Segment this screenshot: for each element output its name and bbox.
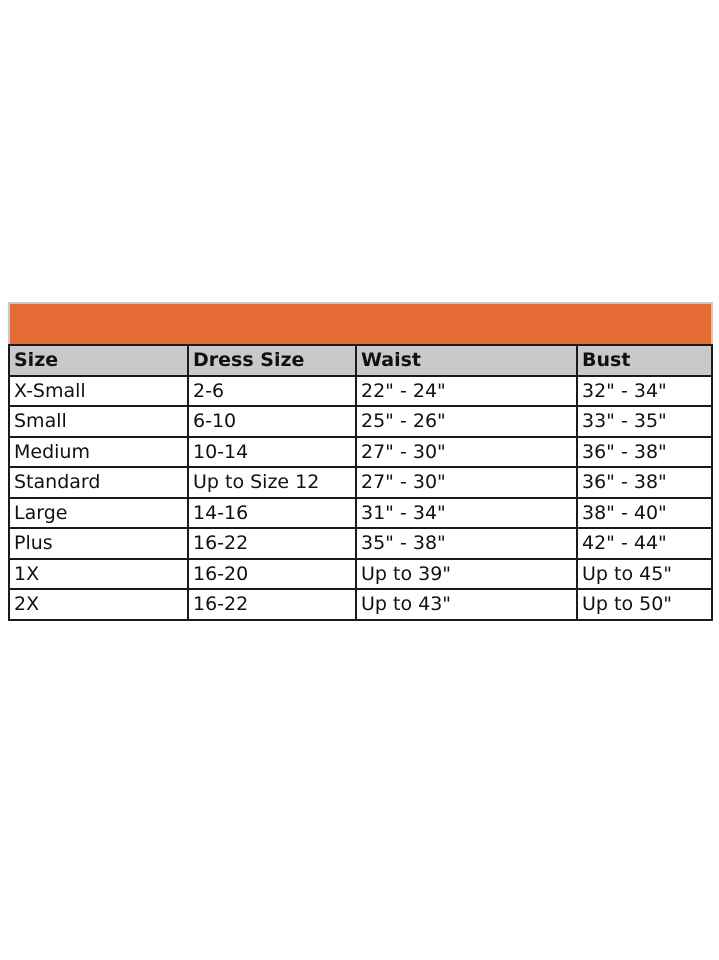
- size-chart-table: [8, 302, 713, 621]
- cell-waist: Up to 43": [356, 589, 577, 620]
- cell-dress-size: 14-16: [188, 498, 356, 529]
- cell-waist: 27" - 30": [356, 437, 577, 468]
- cell-waist: 35" - 38": [356, 528, 577, 559]
- cell-waist: 27" - 30": [356, 467, 577, 498]
- cell-bust: 36" - 38": [577, 437, 712, 468]
- table-row: [9, 376, 712, 407]
- cell-bust: 33" - 35": [577, 406, 712, 437]
- cell-waist: Up to 39": [356, 559, 577, 590]
- header-size: Size: [9, 345, 188, 376]
- cell-dress-size: 6-10: [188, 406, 356, 437]
- banner-row: [9, 303, 712, 345]
- cell-dress-size: 16-22: [188, 589, 356, 620]
- header-bust: Bust: [577, 345, 712, 376]
- cell-size: 1X: [9, 559, 188, 590]
- table-row: [9, 559, 712, 590]
- table-row: [9, 467, 712, 498]
- cell-size: Plus: [9, 528, 188, 559]
- orange-banner: [9, 303, 712, 345]
- table-row: [9, 406, 712, 437]
- cell-waist: 25" - 26": [356, 406, 577, 437]
- cell-dress-size: 10-14: [188, 437, 356, 468]
- header-dress-size: Dress Size: [188, 345, 356, 376]
- cell-waist: 31" - 34": [356, 498, 577, 529]
- cell-dress-size: 16-22: [188, 528, 356, 559]
- header-waist: Waist: [356, 345, 577, 376]
- cell-bust: Up to 45": [577, 559, 712, 590]
- table-row: [9, 589, 712, 620]
- cell-dress-size: 16-20: [188, 559, 356, 590]
- cell-bust: 42" - 44": [577, 528, 712, 559]
- cell-bust: 36" - 38": [577, 467, 712, 498]
- cell-size: X-Small: [9, 376, 188, 407]
- cell-bust: Up to 50": [577, 589, 712, 620]
- cell-size: Standard: [9, 467, 188, 498]
- cell-dress-size: 2-6: [188, 376, 356, 407]
- cell-dress-size: Up to Size 12: [188, 467, 356, 498]
- table-row: [9, 498, 712, 529]
- cell-size: Large: [9, 498, 188, 529]
- cell-bust: 32" - 34": [577, 376, 712, 407]
- cell-size: Medium: [9, 437, 188, 468]
- cell-size: 2X: [9, 589, 188, 620]
- table-row: [9, 528, 712, 559]
- cell-bust: 38" - 40": [577, 498, 712, 529]
- table-row: [9, 437, 712, 468]
- cell-size: Small: [9, 406, 188, 437]
- header-row: [9, 345, 712, 376]
- cell-waist: 22" - 24": [356, 376, 577, 407]
